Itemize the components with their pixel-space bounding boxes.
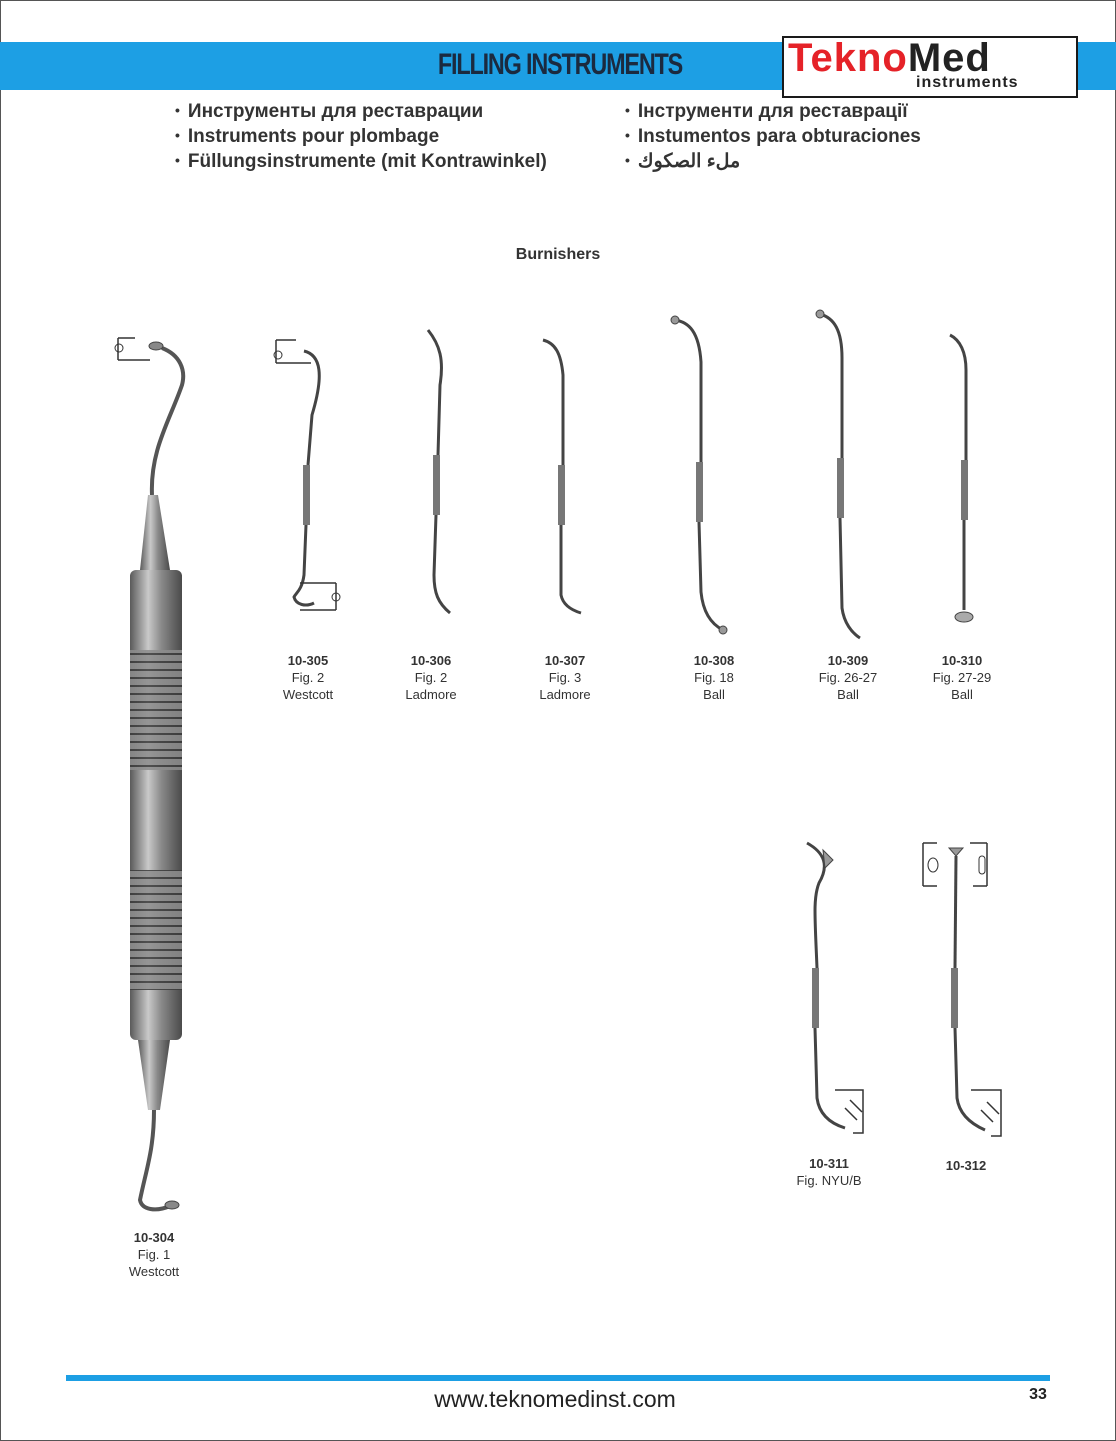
product-code: 10-312 xyxy=(945,1158,987,1173)
instrument-image-10-308 xyxy=(665,312,740,642)
section-title: FILLING INSTRUMENTS xyxy=(437,48,683,81)
product-caption-10-309 xyxy=(793,652,903,703)
product-figure: Fig. 2 xyxy=(291,670,325,685)
product-code: 10-307 xyxy=(544,653,586,668)
product-caption-10-304 xyxy=(99,1229,209,1280)
instrument-image-10-312 xyxy=(915,838,1010,1143)
product-caption-10-310 xyxy=(907,652,1017,703)
product-caption-10-308 xyxy=(659,652,769,703)
translation-item: • Füllungsinstrumente (mit Kontrawinkel) xyxy=(175,148,547,173)
translations-right xyxy=(625,98,921,173)
product-figure: Fig. 26-27 xyxy=(818,670,878,685)
instrument-image-10-309 xyxy=(810,308,885,643)
product-type: Ladmore xyxy=(539,687,591,702)
product-caption-10-307 xyxy=(510,652,620,703)
page-number: 33 xyxy=(1029,1386,1047,1403)
instrument-image-10-310 xyxy=(940,330,995,630)
instrument-image-10-305 xyxy=(266,335,351,620)
category-heading: Burnishers xyxy=(515,246,601,263)
product-code: 10-311 xyxy=(809,1156,849,1171)
product-type: Ball xyxy=(837,687,859,702)
product-type: Westcott xyxy=(282,687,334,702)
instrument-image-10-307 xyxy=(535,335,595,625)
translation-item: • Instruments pour plombage xyxy=(175,123,547,148)
product-figure: Fig. 18 xyxy=(694,670,734,685)
product-figure: Fig. 3 xyxy=(548,670,582,685)
product-type: Ball xyxy=(703,687,725,702)
product-caption-10-306 xyxy=(376,652,486,703)
website-link[interactable]: www.teknomedinst.com xyxy=(434,1386,676,1412)
product-figure: Fig. 27-29 xyxy=(932,670,992,685)
translation-item: • Інструменти для реставрації xyxy=(625,98,921,123)
instrument-image-10-311 xyxy=(795,838,875,1143)
product-caption-10-305 xyxy=(253,652,363,703)
translation-item-arabic: • ملء الصكوك xyxy=(625,148,921,173)
logo-text-part-2: Med xyxy=(907,36,991,80)
product-code: 10-310 xyxy=(941,653,983,668)
product-code: 10-304 xyxy=(133,1230,175,1245)
instrument-image-10-306 xyxy=(410,325,460,625)
translation-item: • Инструменты для реставрации xyxy=(175,98,547,123)
product-type: Westcott xyxy=(128,1264,180,1279)
product-code: 10-309 xyxy=(827,653,869,668)
product-type: Ladmore xyxy=(405,687,457,702)
product-code: 10-308 xyxy=(693,653,735,668)
logo-text-part-1: Tekno xyxy=(788,36,908,80)
product-figure: Fig. 2 xyxy=(414,670,448,685)
product-caption-10-312 xyxy=(911,1157,1021,1174)
logo-subtitle: instruments xyxy=(916,74,1019,91)
product-code: 10-305 xyxy=(287,653,329,668)
footer-divider xyxy=(66,1375,1050,1381)
product-figure: Fig. 1 xyxy=(137,1247,171,1262)
instrument-image-10-304 xyxy=(100,330,210,1220)
product-type: Ball xyxy=(951,687,973,702)
product-code: 10-306 xyxy=(410,653,452,668)
translations-left xyxy=(175,98,547,173)
product-figure: Fig. NYU/B xyxy=(796,1173,862,1188)
product-caption-10-311 xyxy=(774,1155,884,1189)
translation-item: • Instumentos para obturaciones xyxy=(625,123,921,148)
